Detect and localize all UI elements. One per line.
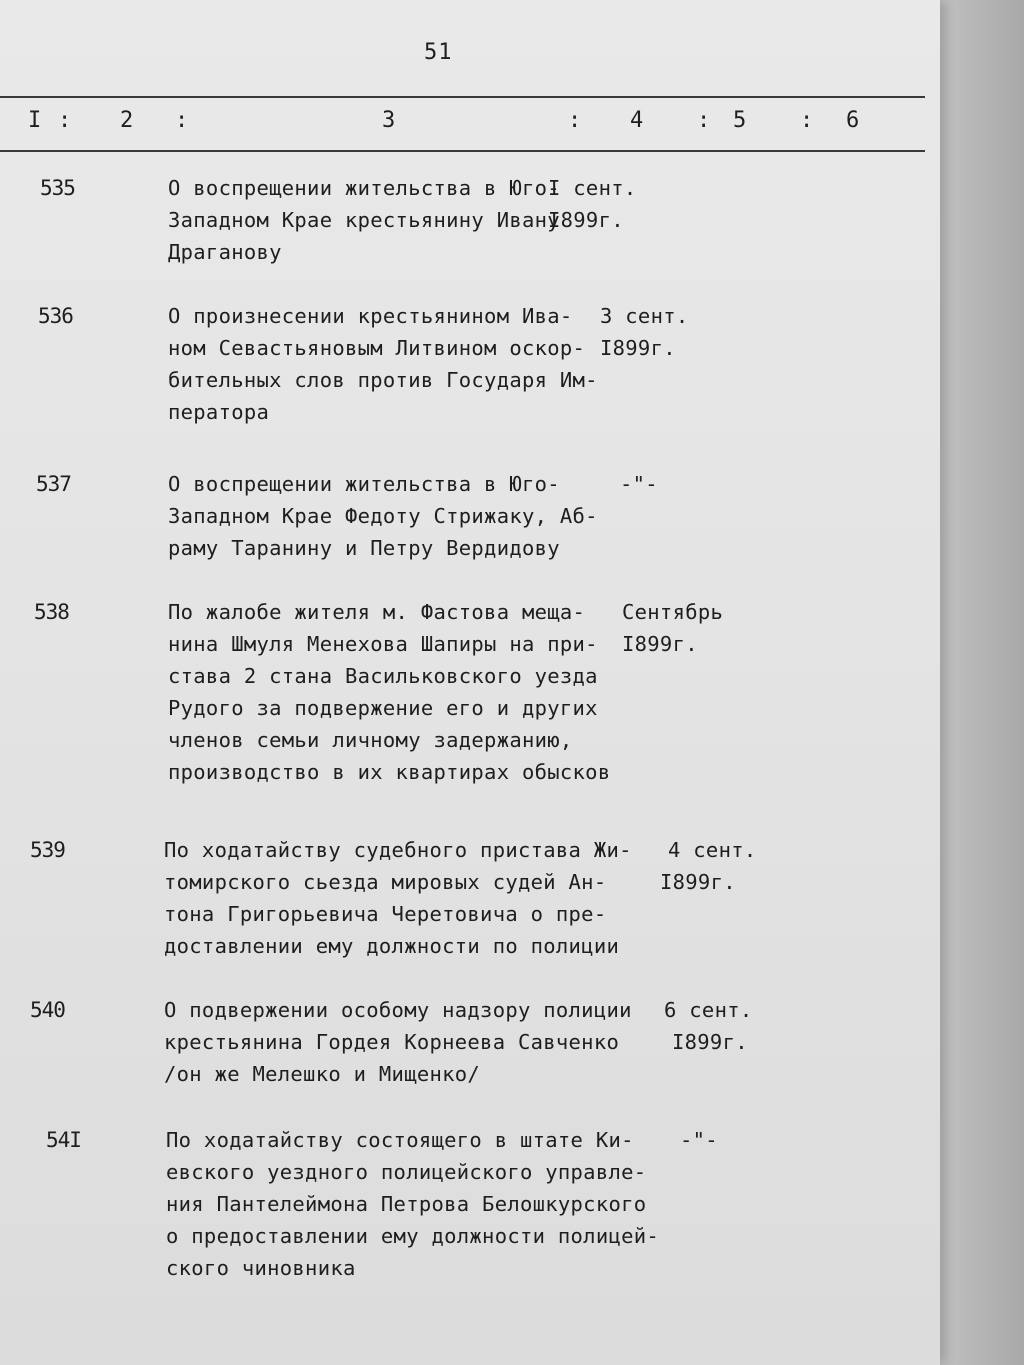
entry-title-line: ператора: [168, 400, 270, 424]
column-separator: :: [58, 108, 72, 133]
entry-title-line: нина Шмуля Менехова Шапиры на при-: [168, 632, 598, 656]
entry-title-line: О подвержении особому надзору полиции: [164, 998, 632, 1022]
entry-number: 540: [30, 998, 65, 1022]
entry-date: I899г.: [622, 632, 698, 656]
entry-title-line: томирского сьезда мировых судей Ан-: [164, 870, 607, 894]
entry-number: 536: [38, 304, 73, 328]
entry-number: 535: [40, 176, 75, 200]
entry-title-line: Западном Крае крестьянину Ивану: [168, 208, 560, 232]
column-separator: :: [800, 108, 814, 133]
entry-date: 6 сент.: [664, 998, 753, 1022]
entry-date: I899г.: [548, 208, 624, 232]
entry-title-line: Рудого за подвержение его и других: [168, 696, 598, 720]
entry-title-line: Западном Крае Федоту Стрижаку, Аб-: [168, 504, 598, 528]
entry-title-line: членов семьи личному задержанию,: [168, 728, 573, 752]
entry-title-line: доставлении ему должности по полиции: [164, 934, 620, 958]
column-header-6: 6: [846, 108, 860, 133]
entry-title-line: О произнесении крестьянином Ива-: [168, 304, 573, 328]
entry-title-line: По жалобе жителя м. Фастова меща-: [168, 600, 586, 624]
entry-date: 4 сент.: [668, 838, 757, 862]
entry-title-line: О воспрещении жительства в Юго-: [168, 472, 560, 496]
entry-title-line: о предоставлении ему должности полицей-: [166, 1224, 660, 1248]
entry-title-line: тона Григорьевича Черетовича о пре-: [164, 902, 607, 926]
entry-title-line: ния Пантелеймона Петрова Белошкурского: [166, 1192, 647, 1216]
column-header-2: 2: [120, 108, 134, 133]
entry-date: -"-: [680, 1128, 718, 1152]
entry-date: I899г.: [672, 1030, 748, 1054]
column-header-3: 3: [382, 108, 396, 133]
entry-title-line: става 2 стана Васильковского уезда: [168, 664, 598, 688]
entry-title-line: По ходатайству судебного пристава Жи-: [164, 838, 632, 862]
entry-title-line: раму Таранину и Петру Вердидову: [168, 536, 560, 560]
entry-title-line: Драганову: [168, 240, 282, 264]
entry-number: 537: [36, 472, 71, 496]
column-separator: :: [697, 108, 711, 133]
entry-title-line: евского уездного полицейского управле-: [166, 1160, 647, 1184]
column-header-4: 4: [630, 108, 644, 133]
entry-date: -"-: [620, 472, 658, 496]
entry-number: 538: [34, 600, 69, 624]
entry-number: 539: [30, 838, 65, 862]
entry-date: I899г.: [600, 336, 676, 360]
entry-title-line: /он же Мелешко и Мищенко/: [164, 1062, 481, 1086]
column-separator: :: [568, 108, 582, 133]
entry-title-line: По ходатайству состоящего в штате Ки-: [166, 1128, 634, 1152]
entry-title-line: производство в их квартирах обысков: [168, 760, 611, 784]
entry-number: 54I: [46, 1128, 81, 1152]
entry-date: I899г.: [660, 870, 736, 894]
entry-date: I сент.: [548, 176, 637, 200]
entry-title-line: О воспрещении жительства в Юго-: [168, 176, 560, 200]
entry-title-line: крестьянина Гордея Корнеева Савченко: [164, 1030, 620, 1054]
column-header-1: I: [28, 108, 42, 133]
page-number: 51: [424, 40, 453, 65]
column-separator: :: [175, 108, 189, 133]
entry-date: 3 сент.: [600, 304, 689, 328]
entry-title-line: ном Севастьяновым Литвином оскор-: [168, 336, 586, 360]
entry-title-line: ского чиновника: [166, 1256, 356, 1280]
entry-date: Сентябрь: [622, 600, 724, 624]
column-header: [0, 96, 925, 152]
column-header-5: 5: [733, 108, 747, 133]
entry-title-line: бительных слов против Государя Им-: [168, 368, 598, 392]
